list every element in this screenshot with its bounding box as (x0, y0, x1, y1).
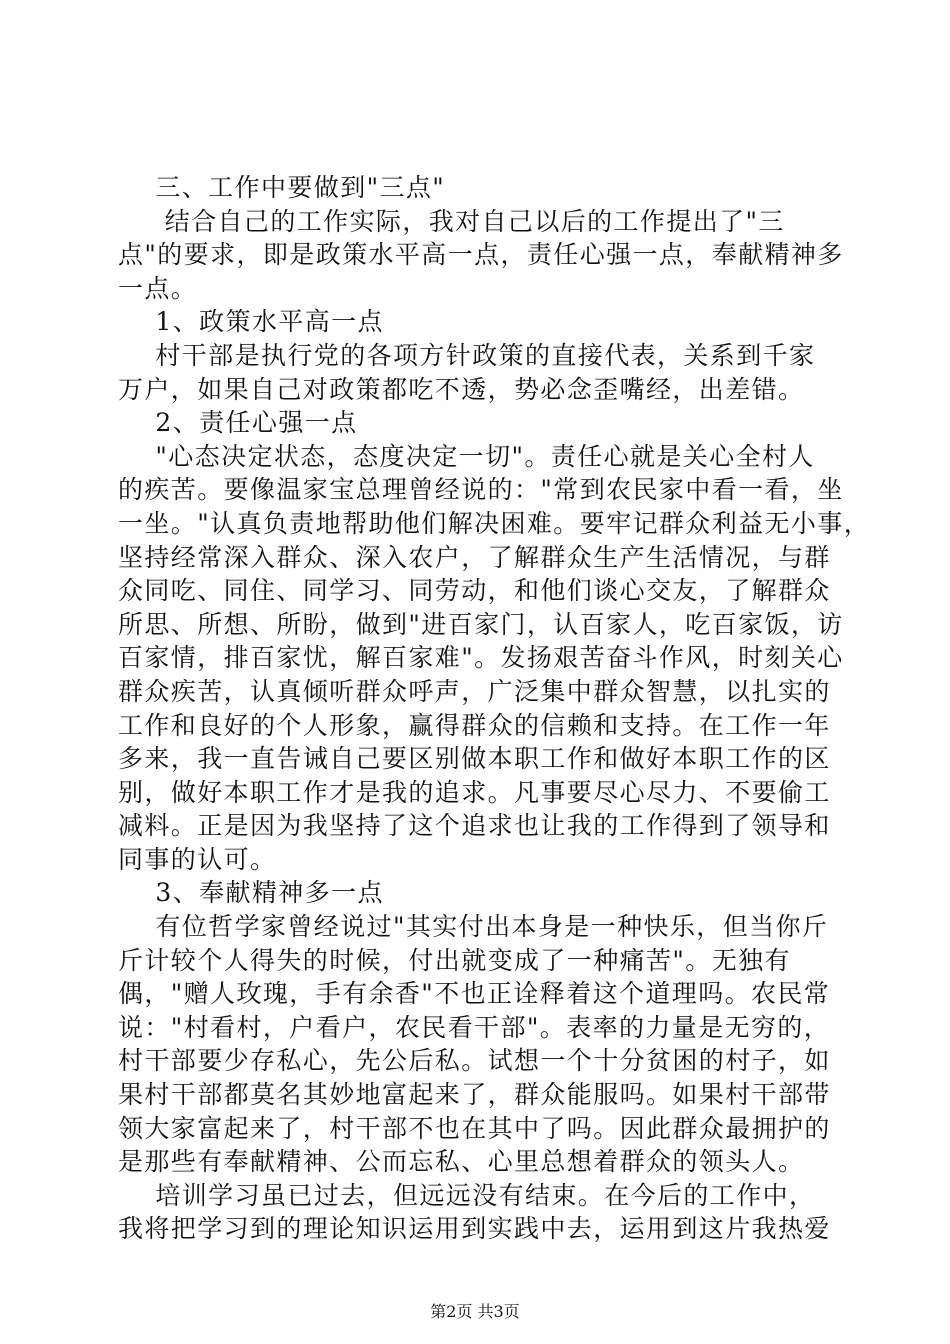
document-body (118, 171, 871, 1246)
paragraph-line: 说："村看村，户看户，农民看干部"。表率的力量是无穷的， (118, 1012, 831, 1042)
paragraph-line: 众同吃、同住、同学习、同劳动，和他们谈心交友，了解群众 (118, 576, 831, 606)
paragraph-line: "心态决定状态，态度决定一切"。责任心就是关心全村人 (118, 441, 815, 471)
paragraph-line: 斤计较个人得失的时候，付出就变成了一种痛苦"。无独有 (118, 945, 791, 975)
section-heading: 三、工作中要做到"三点" (118, 173, 446, 202)
paragraph-line: 我将把学习到的理论知识运用到实践中去，运用到这片我热爱 (118, 1214, 831, 1244)
paragraph-line: 有位哲学家曾经说过"其实付出本身是一种快乐，但当你斤 (118, 912, 829, 942)
paragraph-line: 偶，"赠人玫瑰，手有余香"不也正诠释着这个道理吗。农民常 (118, 979, 831, 1009)
paragraph-line: 群众疾苦，认真倾听群众呼声，广泛集中群众智慧，以扎实的 (118, 676, 831, 706)
paragraph-line: 工作和良好的个人形象，赢得群众的信赖和支持。在工作一年 (118, 710, 831, 740)
paragraph-line: 点"的要求，即是政策水平高一点，责任心强一点，奉献精神多 (118, 240, 844, 270)
paragraph-line: 的疾苦。要像温家宝总理曾经说的："常到农民家中看一看，坐 (118, 475, 844, 505)
subsection-heading: 2、责任心强一点 (118, 408, 358, 438)
paragraph-line: 领大家富起来了，村干部不也在其中了吗。因此群众最拥护的 (118, 1113, 831, 1143)
paragraph-line: 一坐。"认真负责地帮助他们解决困难。要牢记群众利益无小事， (118, 508, 871, 538)
paragraph-line: 多来，我一直告诫自己要区别做本职工作和做好本职工作的区 (118, 744, 831, 774)
subsection-heading: 3、奉献精神多一点 (118, 878, 384, 908)
paragraph-line: 同事的认可。 (118, 844, 277, 874)
paragraph-line: 结合自己的工作实际，我对自己以后的工作提出了"三 (118, 206, 785, 236)
paragraph-line: 坚持经常深入群众、深入农户，了解群众生产生活情况，与群 (118, 542, 831, 572)
paragraph-line: 培训学习虽已过去，但远远没有结束。在今后的工作中， (118, 1180, 816, 1210)
paragraph-line: 村干部是执行党的各项方针政策的直接代表，关系到千家 (118, 340, 816, 370)
paragraph-line: 别，做好本职工作才是我的追求。凡事要尽心尽力、不要偷工 (118, 777, 831, 807)
paragraph-line: 万户，如果自己对政策都吃不透，势必念歪嘴经，出差错。 (118, 374, 805, 404)
paragraph-line: 村干部要少存私心，先公后私。试想一个十分贫困的村子，如 (118, 1046, 831, 1076)
paragraph-line: 所思、所想、所盼，做到"进百家门，认百家人，吃百家饭，访 (118, 609, 844, 639)
paragraph-line: 百家情，排百家忧，解百家难"。发扬艰苦奋斗作风，时刻关心 (118, 643, 844, 673)
paragraph-line: 一点。 (118, 273, 198, 303)
paragraph-line: 果村干部都莫名其妙地富起来了，群众能服吗。如果村干部带 (118, 1080, 831, 1110)
subsection-heading: 1、政策水平高一点 (118, 307, 384, 337)
page-number-footer: 第2页 共3页 (430, 1302, 520, 1321)
paragraph-line: 减料。正是因为我坚持了这个追求也让我的工作得到了领导和 (118, 811, 831, 841)
paragraph-line: 是那些有奉献精神、公而忘私、心里总想着群众的领头人。 (118, 1147, 805, 1177)
